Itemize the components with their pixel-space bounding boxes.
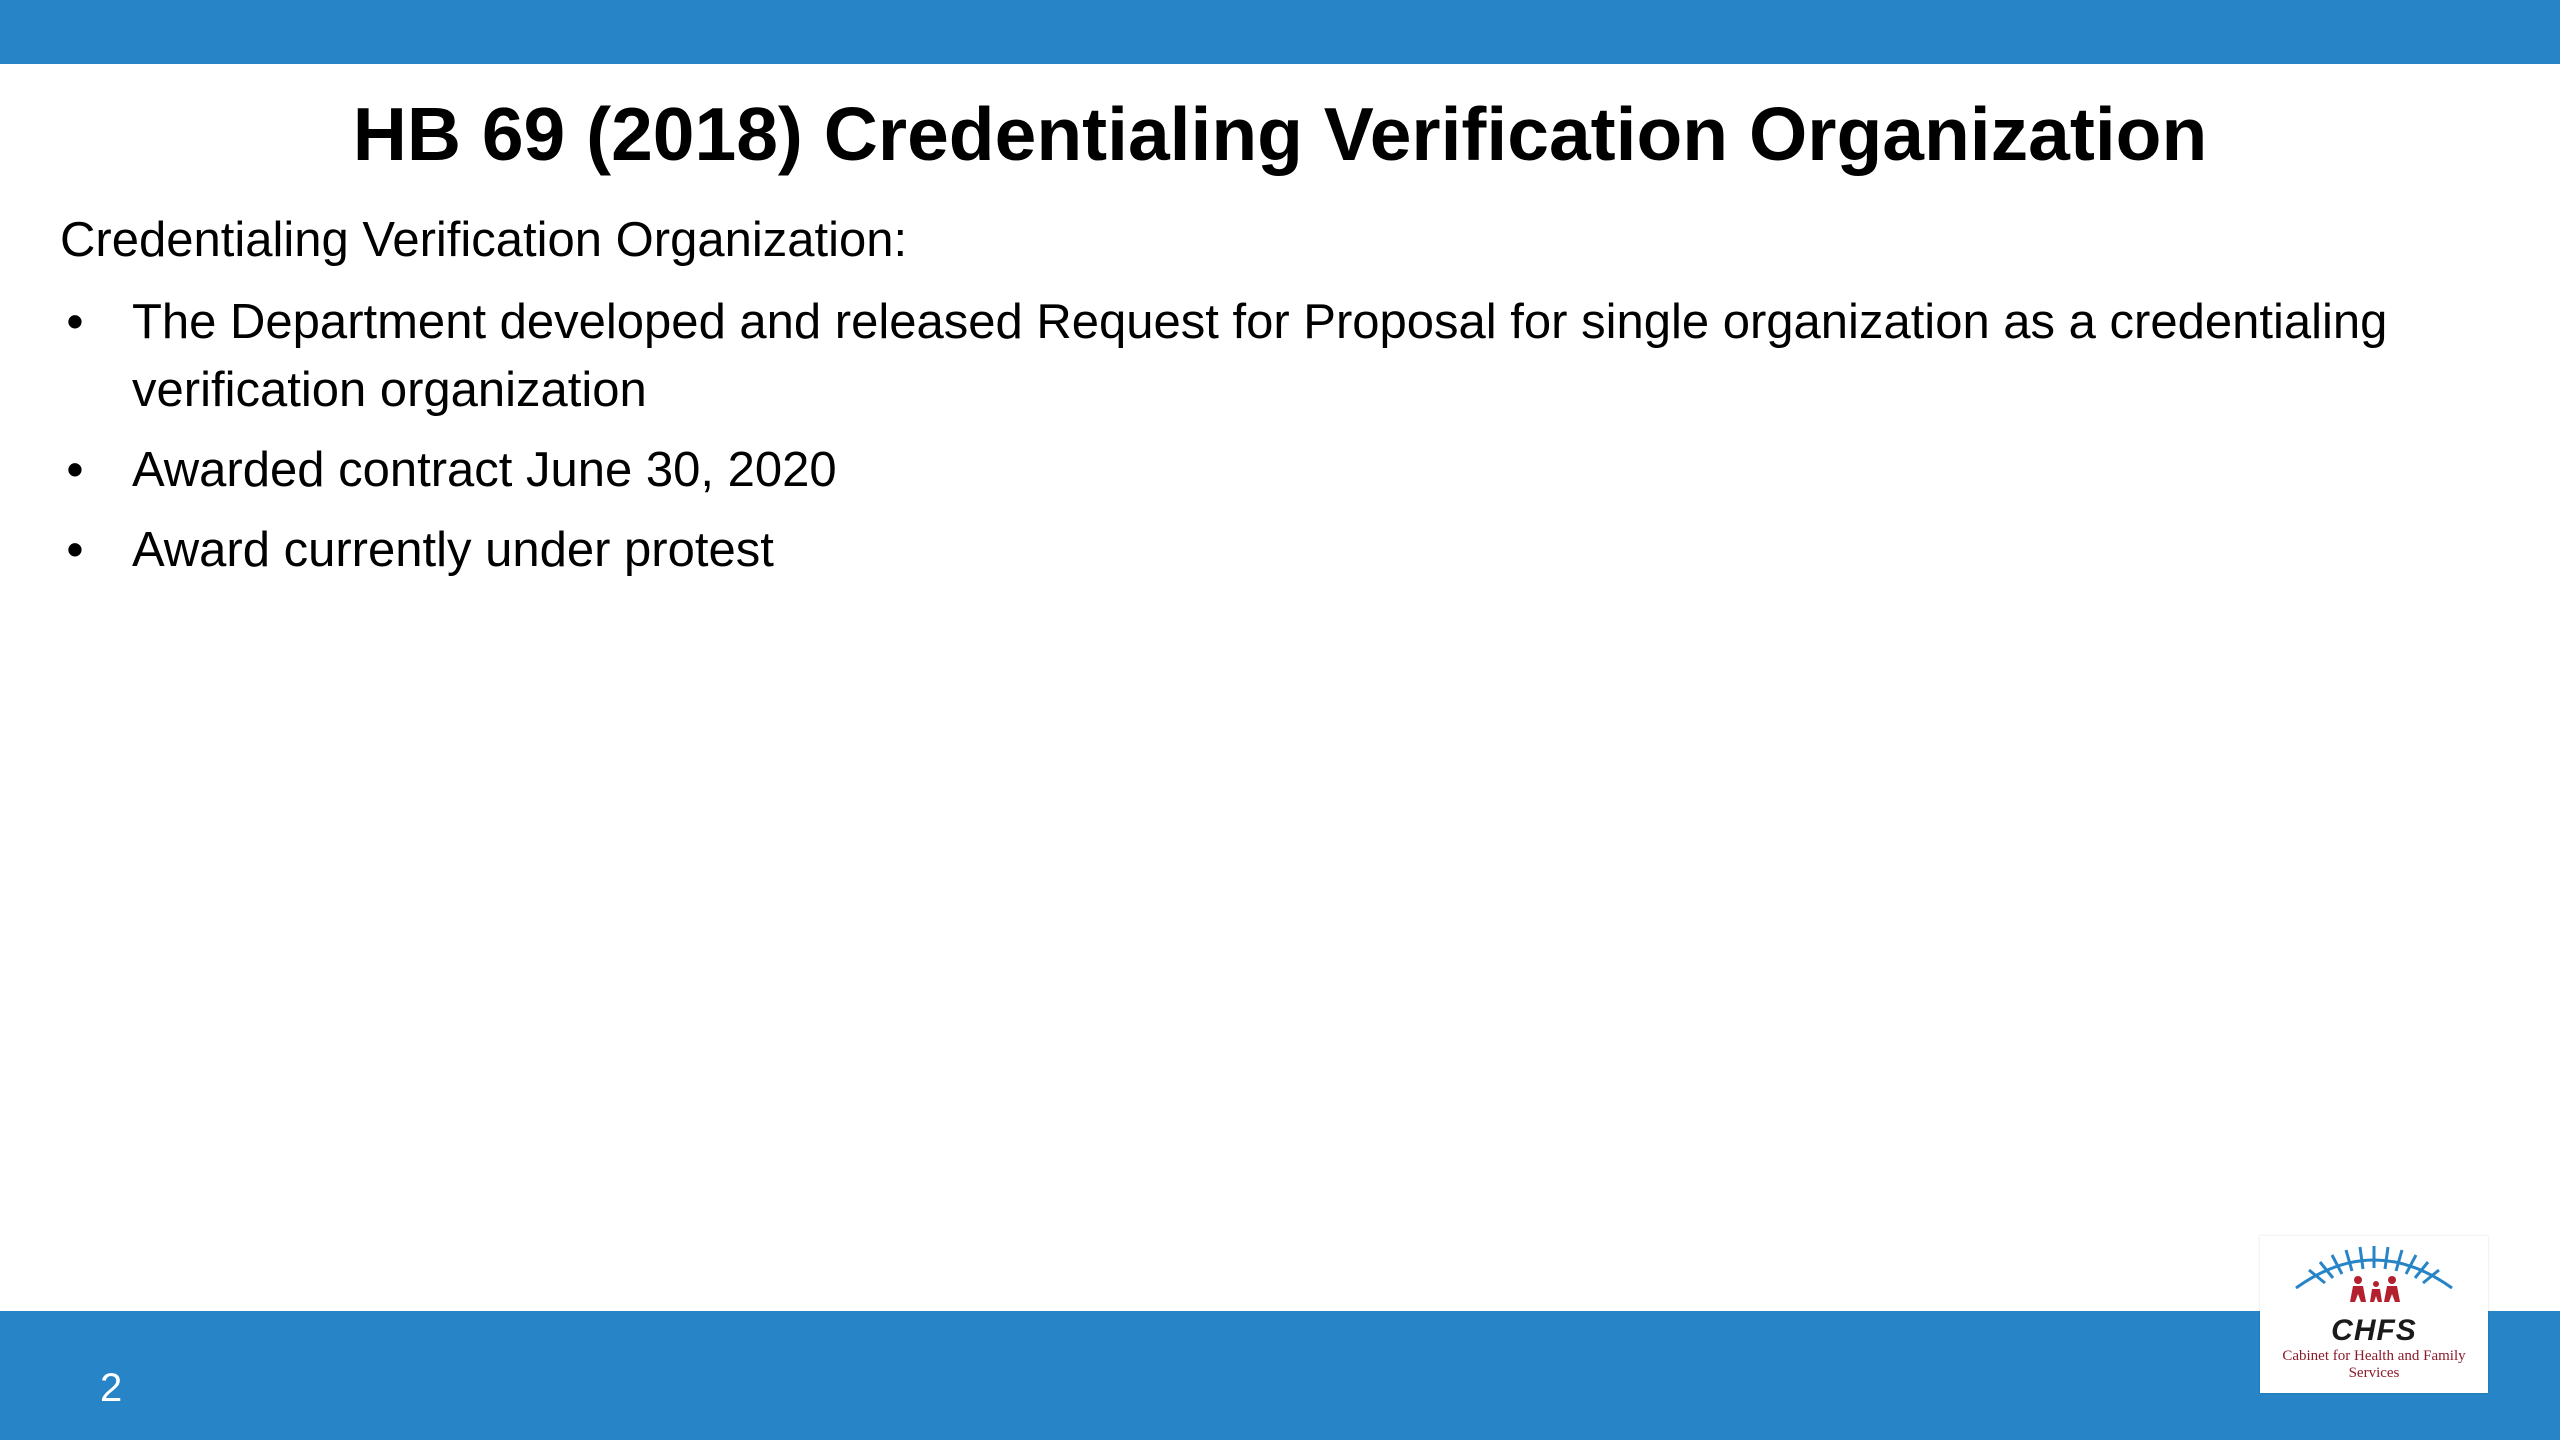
logo-subtitle: Cabinet for Health and Family Services — [2282, 1348, 2466, 1381]
bullet-icon: • — [66, 443, 84, 497]
list-item — [60, 516, 2500, 584]
list-item — [60, 436, 2500, 504]
list-item — [60, 288, 2500, 424]
intro-text: Credentialing Verification Organization: — [60, 213, 908, 267]
bullet-list — [60, 288, 2500, 584]
bullet-icon: • — [66, 523, 84, 577]
bullet-text: The Department developed and released Request for Proposal for single organization as a credentialing verification organization — [132, 295, 2388, 417]
chfs-logo — [2260, 1236, 2488, 1393]
slide-content — [60, 206, 2500, 596]
bullet-icon: • — [66, 295, 84, 349]
slide-title: HB 69 (2018) Credentialing Verification Organization — [352, 92, 2208, 176]
sun-rays-icon — [2296, 1246, 2452, 1288]
top-banner-bar — [0, 0, 2560, 64]
bottom-banner-bar — [0, 1311, 2560, 1440]
bullet-text: Awarded contract June 30, 2020 — [132, 443, 837, 497]
logo-name: CHFS — [2331, 1314, 2417, 1347]
bullet-text: Award currently under protest — [132, 523, 774, 577]
page-number: 2 — [100, 1366, 123, 1410]
family-figures-icon — [2350, 1276, 2400, 1302]
